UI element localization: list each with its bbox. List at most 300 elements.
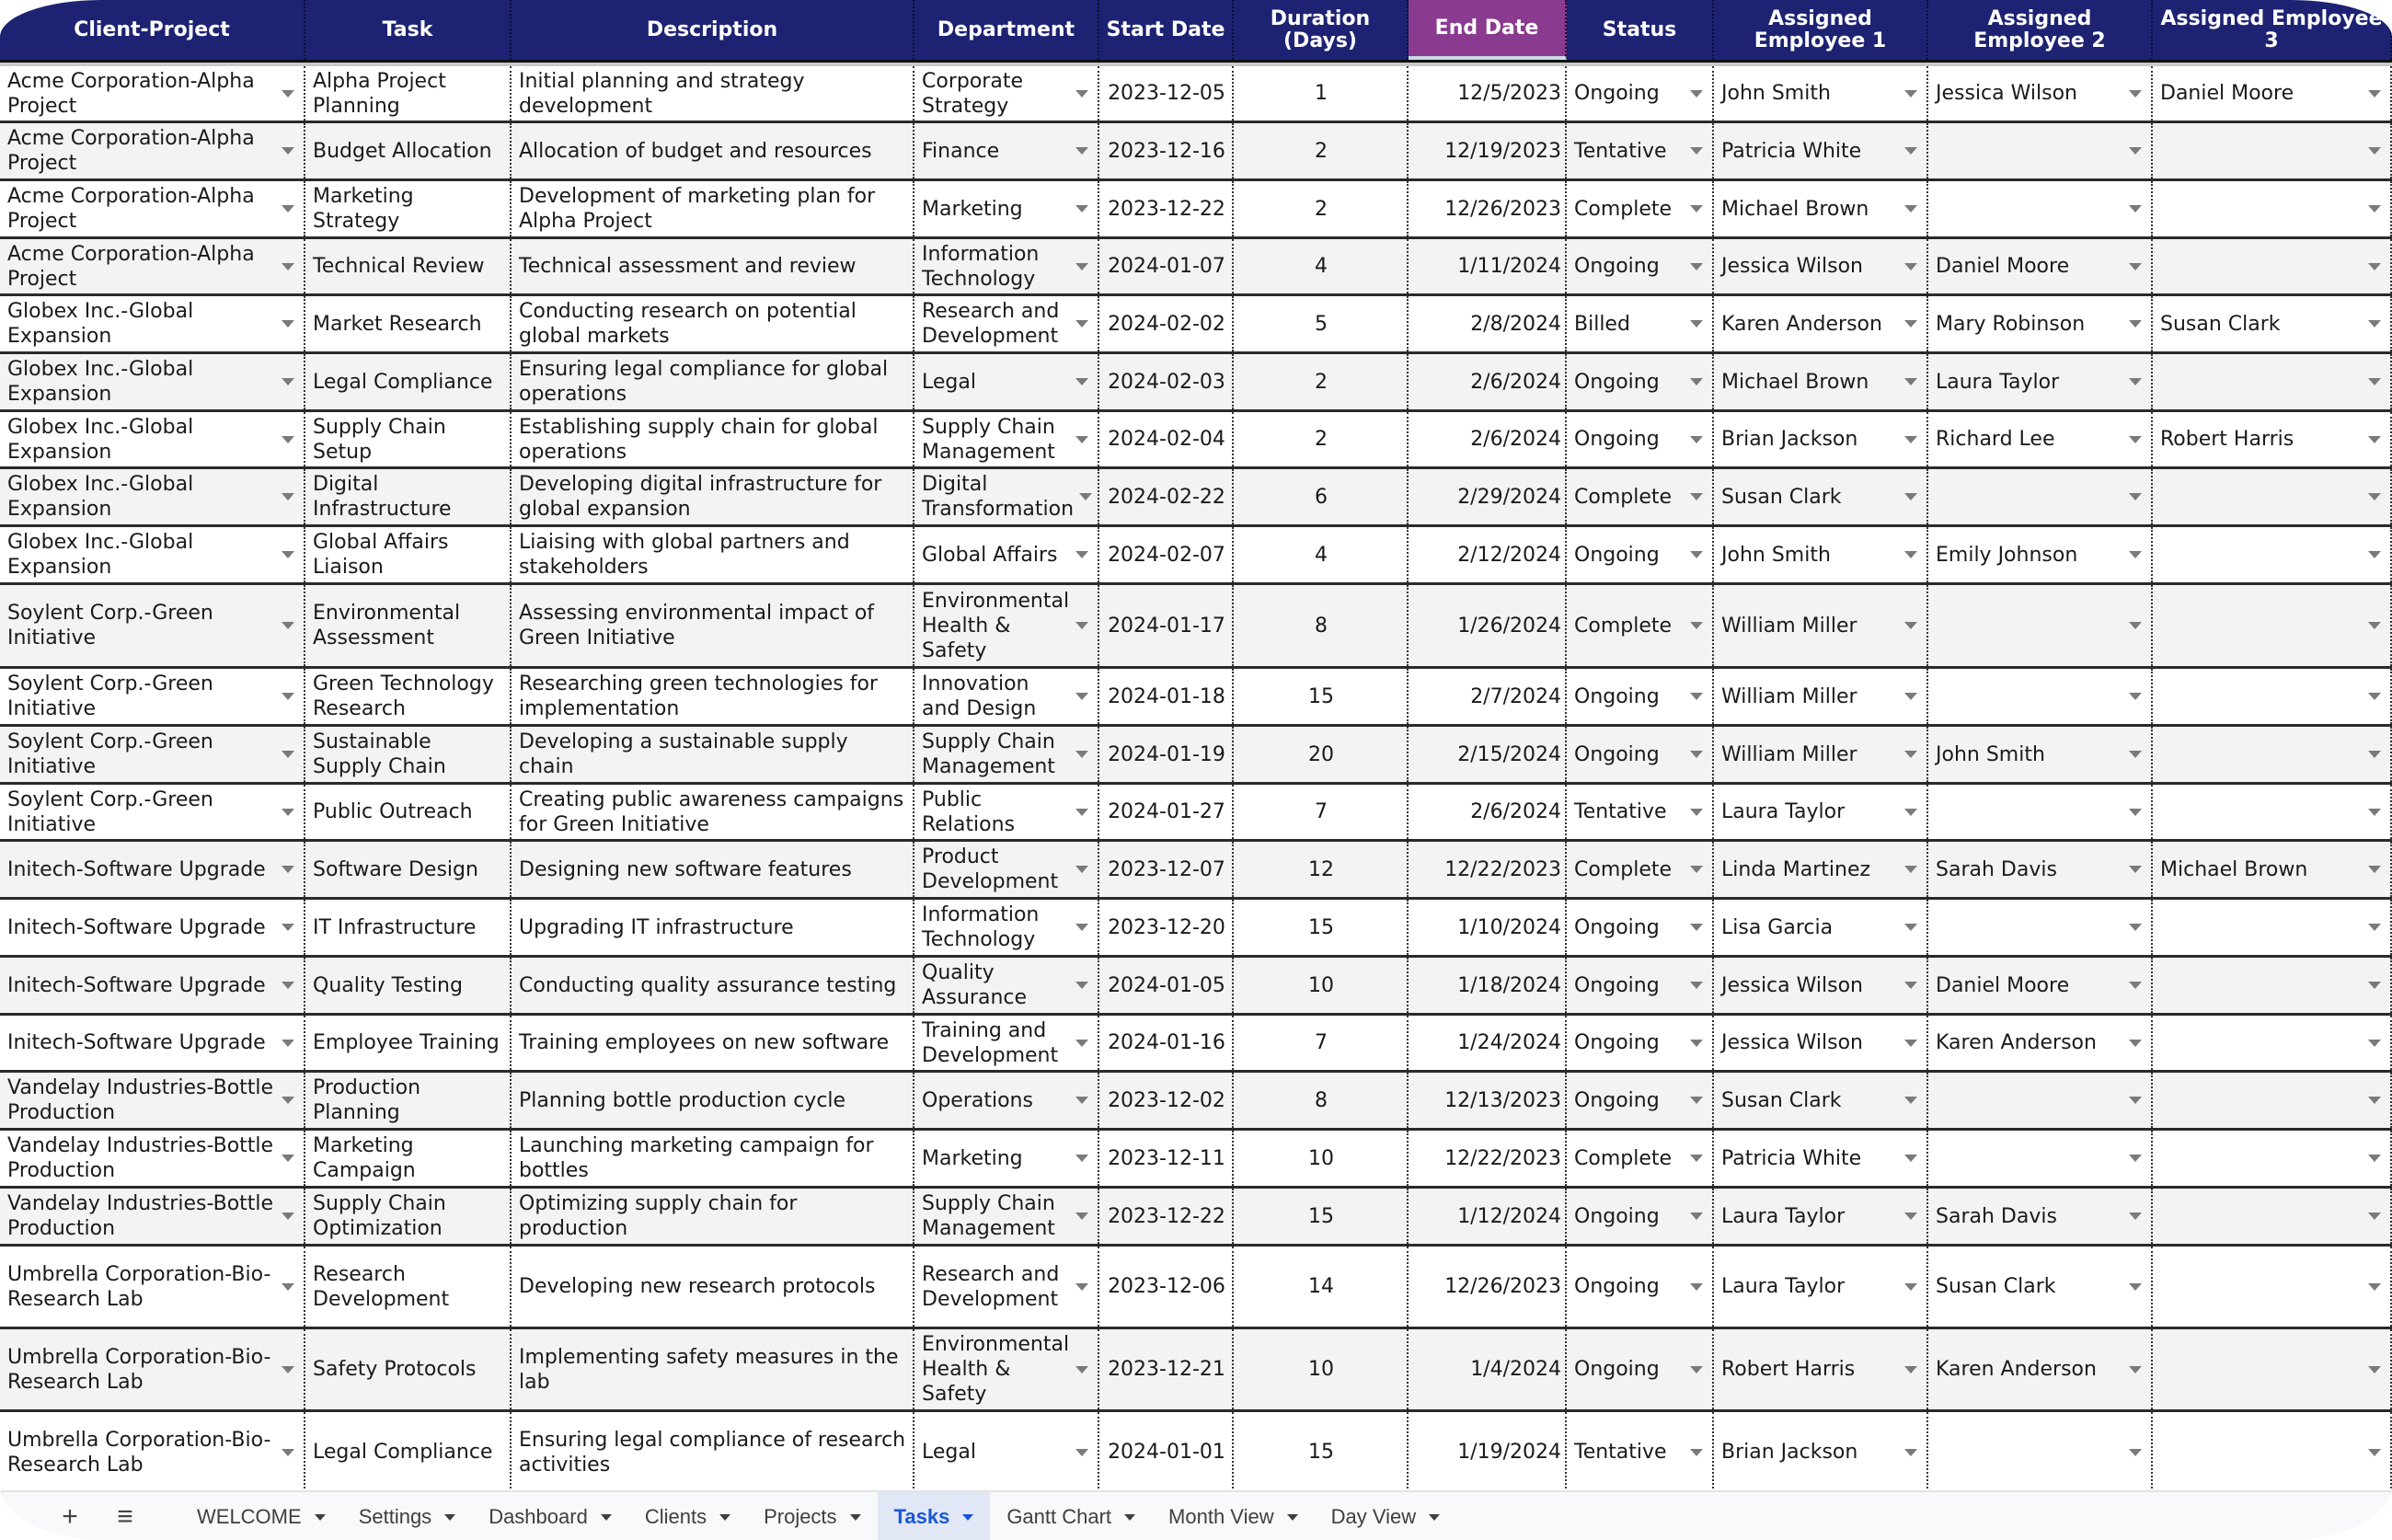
dropdown-arrow-icon[interactable] <box>2368 924 2381 931</box>
cell-department[interactable] <box>914 296 1099 351</box>
column-header-end-date[interactable] <box>1409 0 1567 60</box>
cell-description[interactable] <box>512 354 914 409</box>
cell-client-project[interactable] <box>0 239 305 293</box>
cell-duration[interactable] <box>1234 66 1409 121</box>
dropdown-arrow-icon[interactable] <box>1075 1283 1088 1291</box>
cell-end-date[interactable] <box>1409 669 1567 724</box>
dropdown-arrow-icon[interactable] <box>1690 1155 1703 1162</box>
cell-emp3[interactable] <box>2153 296 2392 351</box>
dropdown-arrow-icon[interactable] <box>1904 982 1917 989</box>
cell-status[interactable] <box>1567 585 1714 666</box>
chevron-down-icon[interactable] <box>315 1514 326 1521</box>
cell-emp3[interactable] <box>2153 354 2392 409</box>
cell-end-date[interactable] <box>1409 354 1567 409</box>
cell-status[interactable] <box>1567 727 1714 782</box>
cell-department[interactable] <box>914 842 1099 897</box>
cell-client-project[interactable] <box>0 1329 305 1409</box>
cell-end-date[interactable] <box>1409 123 1567 178</box>
cell-emp1[interactable] <box>1714 1189 1928 1244</box>
dropdown-arrow-icon[interactable] <box>2368 1283 2381 1291</box>
cell-start-date[interactable] <box>1099 296 1234 351</box>
dropdown-arrow-icon[interactable] <box>2129 205 2142 213</box>
cell-emp1[interactable] <box>1714 842 1928 897</box>
cell-emp1[interactable] <box>1714 412 1928 466</box>
cell-emp3[interactable] <box>2153 958 2392 1013</box>
cell-end-date[interactable] <box>1409 785 1567 839</box>
cell-department[interactable] <box>914 1189 1099 1244</box>
cell-emp3[interactable] <box>2153 1016 2392 1070</box>
cell-duration[interactable] <box>1234 412 1409 466</box>
cell-emp3[interactable] <box>2153 585 2392 666</box>
cell-task[interactable] <box>305 181 512 236</box>
dropdown-arrow-icon[interactable] <box>2368 551 2381 558</box>
dropdown-arrow-icon[interactable] <box>2368 809 2381 816</box>
cell-end-date[interactable] <box>1409 527 1567 582</box>
cell-emp3[interactable] <box>2153 469 2392 524</box>
cell-status[interactable] <box>1567 469 1714 524</box>
cell-description[interactable] <box>512 1131 914 1186</box>
cell-emp1[interactable] <box>1714 1073 1928 1128</box>
cell-client-project[interactable] <box>0 842 305 897</box>
cell-end-date[interactable] <box>1409 181 1567 236</box>
dropdown-arrow-icon[interactable] <box>2129 924 2142 931</box>
cell-emp2[interactable] <box>1928 354 2153 409</box>
cell-duration[interactable] <box>1234 585 1409 666</box>
cell-duration[interactable] <box>1234 1131 1409 1186</box>
cell-duration[interactable] <box>1234 354 1409 409</box>
cell-task[interactable] <box>305 585 512 666</box>
cell-description[interactable] <box>512 842 914 897</box>
cell-task[interactable] <box>305 412 512 466</box>
chevron-down-icon[interactable] <box>601 1514 612 1521</box>
chevron-down-icon[interactable] <box>1287 1514 1298 1521</box>
cell-start-date[interactable] <box>1099 585 1234 666</box>
cell-status[interactable] <box>1567 1247 1714 1327</box>
dropdown-arrow-icon[interactable] <box>1075 205 1088 213</box>
cell-emp1[interactable] <box>1714 900 1928 955</box>
dropdown-arrow-icon[interactable] <box>1904 147 1917 155</box>
cell-emp3[interactable] <box>2153 239 2392 293</box>
cell-emp2[interactable] <box>1928 412 2153 466</box>
dropdown-arrow-icon[interactable] <box>1690 205 1703 213</box>
dropdown-arrow-icon[interactable] <box>1075 90 1088 98</box>
cell-department[interactable] <box>914 1073 1099 1128</box>
dropdown-arrow-icon[interactable] <box>1904 1366 1917 1373</box>
cell-department[interactable] <box>914 785 1099 839</box>
cell-emp3[interactable] <box>2153 412 2392 466</box>
dropdown-arrow-icon[interactable] <box>282 378 294 385</box>
cell-emp2[interactable] <box>1928 1073 2153 1128</box>
cell-duration[interactable] <box>1234 1073 1409 1128</box>
dropdown-arrow-icon[interactable] <box>2129 378 2142 385</box>
cell-description[interactable] <box>512 1016 914 1070</box>
sheet-tab-day-view[interactable] <box>1315 1492 1457 1540</box>
cell-department[interactable] <box>914 669 1099 724</box>
cell-description[interactable] <box>512 669 914 724</box>
cell-emp3[interactable] <box>2153 1412 2392 1492</box>
dropdown-arrow-icon[interactable] <box>1690 1449 1703 1456</box>
dropdown-arrow-icon[interactable] <box>282 866 294 873</box>
cell-client-project[interactable] <box>0 1131 305 1186</box>
cell-emp3[interactable] <box>2153 527 2392 582</box>
cell-emp3[interactable] <box>2153 181 2392 236</box>
dropdown-arrow-icon[interactable] <box>2129 551 2142 558</box>
chevron-down-icon[interactable] <box>962 1514 973 1521</box>
cell-task[interactable] <box>305 1016 512 1070</box>
dropdown-arrow-icon[interactable] <box>1690 1097 1703 1104</box>
dropdown-arrow-icon[interactable] <box>1690 1040 1703 1047</box>
cell-client-project[interactable] <box>0 123 305 178</box>
cell-end-date[interactable] <box>1409 1131 1567 1186</box>
cell-end-date[interactable] <box>1409 469 1567 524</box>
cell-emp1[interactable] <box>1714 1329 1928 1409</box>
cell-description[interactable] <box>512 1412 914 1492</box>
cell-department[interactable] <box>914 354 1099 409</box>
cell-client-project[interactable] <box>0 354 305 409</box>
dropdown-arrow-icon[interactable] <box>1904 751 1917 758</box>
dropdown-arrow-icon[interactable] <box>2129 147 2142 155</box>
cell-emp3[interactable] <box>2153 1073 2392 1128</box>
cell-duration[interactable] <box>1234 123 1409 178</box>
dropdown-arrow-icon[interactable] <box>1075 320 1088 328</box>
cell-description[interactable] <box>512 585 914 666</box>
cell-emp3[interactable] <box>2153 1247 2392 1327</box>
cell-description[interactable] <box>512 1247 914 1327</box>
cell-status[interactable] <box>1567 412 1714 466</box>
cell-emp1[interactable] <box>1714 239 1928 293</box>
cell-client-project[interactable] <box>0 669 305 724</box>
dropdown-arrow-icon[interactable] <box>2129 866 2142 873</box>
cell-department[interactable] <box>914 900 1099 955</box>
cell-emp1[interactable] <box>1714 585 1928 666</box>
dropdown-arrow-icon[interactable] <box>1075 982 1088 989</box>
cell-department[interactable] <box>914 239 1099 293</box>
dropdown-arrow-icon[interactable] <box>2129 1097 2142 1104</box>
cell-task[interactable] <box>305 1247 512 1327</box>
cell-start-date[interactable] <box>1099 412 1234 466</box>
dropdown-arrow-icon[interactable] <box>282 809 294 816</box>
cell-emp2[interactable] <box>1928 727 2153 782</box>
cell-task[interactable] <box>305 1329 512 1409</box>
sheet-tab-settings[interactable] <box>342 1492 473 1540</box>
cell-description[interactable] <box>512 1073 914 1128</box>
cell-status[interactable] <box>1567 239 1714 293</box>
sheet-tab-tasks[interactable] <box>878 1492 991 1540</box>
dropdown-arrow-icon[interactable] <box>2129 493 2142 500</box>
cell-start-date[interactable] <box>1099 1073 1234 1128</box>
dropdown-arrow-icon[interactable] <box>1690 90 1703 98</box>
cell-status[interactable] <box>1567 900 1714 955</box>
plus-icon[interactable]: + <box>62 1501 78 1532</box>
cell-emp1[interactable] <box>1714 1131 1928 1186</box>
dropdown-arrow-icon[interactable] <box>2368 436 2381 443</box>
column-header-start-date[interactable] <box>1099 0 1234 60</box>
cell-start-date[interactable] <box>1099 727 1234 782</box>
sheet-tab-projects[interactable] <box>747 1492 877 1540</box>
dropdown-arrow-icon[interactable] <box>1075 147 1088 155</box>
dropdown-arrow-icon[interactable] <box>2129 1040 2142 1047</box>
cell-emp3[interactable] <box>2153 669 2392 724</box>
cell-end-date[interactable] <box>1409 1189 1567 1244</box>
cell-emp2[interactable] <box>1928 1329 2153 1409</box>
cell-status[interactable] <box>1567 669 1714 724</box>
cell-description[interactable] <box>512 958 914 1013</box>
dropdown-arrow-icon[interactable] <box>2368 147 2381 155</box>
dropdown-arrow-icon[interactable] <box>1904 1449 1917 1456</box>
dropdown-arrow-icon[interactable] <box>2129 751 2142 758</box>
dropdown-arrow-icon[interactable] <box>2368 1212 2381 1220</box>
dropdown-arrow-icon[interactable] <box>1904 320 1917 328</box>
cell-start-date[interactable] <box>1099 1247 1234 1327</box>
column-header-duration[interactable] <box>1234 0 1409 60</box>
cell-task[interactable] <box>305 527 512 582</box>
cell-client-project[interactable] <box>0 181 305 236</box>
cell-end-date[interactable] <box>1409 900 1567 955</box>
cell-status[interactable] <box>1567 1412 1714 1492</box>
cell-client-project[interactable] <box>0 469 305 524</box>
cell-emp1[interactable] <box>1714 296 1928 351</box>
dropdown-arrow-icon[interactable] <box>2129 693 2142 700</box>
list-icon[interactable]: ≡ <box>117 1501 133 1532</box>
dropdown-arrow-icon[interactable] <box>2129 1155 2142 1162</box>
dropdown-arrow-icon[interactable] <box>2368 751 2381 758</box>
cell-description[interactable] <box>512 727 914 782</box>
dropdown-arrow-icon[interactable] <box>1904 263 1917 270</box>
dropdown-arrow-icon[interactable] <box>1904 1155 1917 1162</box>
dropdown-arrow-icon[interactable] <box>282 1155 294 1162</box>
cell-emp1[interactable] <box>1714 469 1928 524</box>
cell-emp3[interactable] <box>2153 842 2392 897</box>
cell-status[interactable] <box>1567 354 1714 409</box>
dropdown-arrow-icon[interactable] <box>1904 205 1917 213</box>
dropdown-arrow-icon[interactable] <box>1690 866 1703 873</box>
dropdown-arrow-icon[interactable] <box>1690 982 1703 989</box>
dropdown-arrow-icon[interactable] <box>2368 263 2381 270</box>
dropdown-arrow-icon[interactable] <box>282 1366 294 1373</box>
dropdown-arrow-icon[interactable] <box>282 751 294 758</box>
dropdown-arrow-icon[interactable] <box>282 622 294 629</box>
cell-emp3[interactable] <box>2153 123 2392 178</box>
dropdown-arrow-icon[interactable] <box>2129 982 2142 989</box>
dropdown-arrow-icon[interactable] <box>1904 1040 1917 1047</box>
dropdown-arrow-icon[interactable] <box>2368 378 2381 385</box>
column-header-client-project[interactable] <box>0 0 305 60</box>
dropdown-arrow-icon[interactable] <box>1904 90 1917 98</box>
cell-start-date[interactable] <box>1099 1131 1234 1186</box>
cell-emp2[interactable] <box>1928 239 2153 293</box>
cell-emp1[interactable] <box>1714 66 1928 121</box>
cell-start-date[interactable] <box>1099 123 1234 178</box>
cell-task[interactable] <box>305 958 512 1013</box>
cell-status[interactable] <box>1567 842 1714 897</box>
dropdown-arrow-icon[interactable] <box>2129 1283 2142 1291</box>
cell-task[interactable] <box>305 669 512 724</box>
dropdown-arrow-icon[interactable] <box>2368 622 2381 629</box>
dropdown-arrow-icon[interactable] <box>282 924 294 931</box>
cell-start-date[interactable] <box>1099 354 1234 409</box>
dropdown-arrow-icon[interactable] <box>2368 1155 2381 1162</box>
dropdown-arrow-icon[interactable] <box>1690 751 1703 758</box>
cell-start-date[interactable] <box>1099 1016 1234 1070</box>
cell-department[interactable] <box>914 1247 1099 1327</box>
cell-task[interactable] <box>305 239 512 293</box>
cell-status[interactable] <box>1567 1189 1714 1244</box>
cell-start-date[interactable] <box>1099 181 1234 236</box>
cell-description[interactable] <box>512 296 914 351</box>
column-header-emp3[interactable] <box>2153 0 2392 60</box>
dropdown-arrow-icon[interactable] <box>1075 622 1088 629</box>
cell-department[interactable] <box>914 412 1099 466</box>
cell-client-project[interactable] <box>0 1247 305 1327</box>
cell-emp2[interactable] <box>1928 900 2153 955</box>
cell-description[interactable] <box>512 785 914 839</box>
cell-emp2[interactable] <box>1928 66 2153 121</box>
cell-description[interactable] <box>512 527 914 582</box>
cell-emp2[interactable] <box>1928 527 2153 582</box>
cell-emp2[interactable] <box>1928 1412 2153 1492</box>
sheet-tab-clients[interactable] <box>628 1492 747 1540</box>
cell-task[interactable] <box>305 842 512 897</box>
cell-status[interactable] <box>1567 181 1714 236</box>
cell-client-project[interactable] <box>0 412 305 466</box>
chevron-down-icon[interactable] <box>1429 1514 1440 1521</box>
dropdown-arrow-icon[interactable] <box>1690 693 1703 700</box>
cell-emp2[interactable] <box>1928 1131 2153 1186</box>
cell-emp3[interactable] <box>2153 1131 2392 1186</box>
cell-emp2[interactable] <box>1928 585 2153 666</box>
cell-emp2[interactable] <box>1928 1189 2153 1244</box>
cell-department[interactable] <box>914 181 1099 236</box>
cell-emp2[interactable] <box>1928 469 2153 524</box>
cell-client-project[interactable] <box>0 958 305 1013</box>
cell-task[interactable] <box>305 469 512 524</box>
cell-emp2[interactable] <box>1928 181 2153 236</box>
cell-emp1[interactable] <box>1714 1412 1928 1492</box>
dropdown-arrow-icon[interactable] <box>1690 1212 1703 1220</box>
dropdown-arrow-icon[interactable] <box>1690 320 1703 328</box>
cell-start-date[interactable] <box>1099 1189 1234 1244</box>
cell-start-date[interactable] <box>1099 469 1234 524</box>
cell-duration[interactable] <box>1234 527 1409 582</box>
cell-department[interactable] <box>914 527 1099 582</box>
cell-description[interactable] <box>512 123 914 178</box>
dropdown-arrow-icon[interactable] <box>2129 1449 2142 1456</box>
cell-end-date[interactable] <box>1409 727 1567 782</box>
cell-start-date[interactable] <box>1099 900 1234 955</box>
dropdown-arrow-icon[interactable] <box>2129 809 2142 816</box>
cell-description[interactable] <box>512 469 914 524</box>
cell-status[interactable] <box>1567 1131 1714 1186</box>
dropdown-arrow-icon[interactable] <box>2129 263 2142 270</box>
cell-end-date[interactable] <box>1409 296 1567 351</box>
cell-start-date[interactable] <box>1099 785 1234 839</box>
cell-end-date[interactable] <box>1409 1016 1567 1070</box>
dropdown-arrow-icon[interactable] <box>1904 1212 1917 1220</box>
cell-department[interactable] <box>914 469 1099 524</box>
dropdown-arrow-icon[interactable] <box>2368 1366 2381 1373</box>
cell-department[interactable] <box>914 585 1099 666</box>
cell-start-date[interactable] <box>1099 527 1234 582</box>
cell-emp1[interactable] <box>1714 669 1928 724</box>
dropdown-arrow-icon[interactable] <box>1904 378 1917 385</box>
dropdown-arrow-icon[interactable] <box>2368 493 2381 500</box>
dropdown-arrow-icon[interactable] <box>282 551 294 558</box>
dropdown-arrow-icon[interactable] <box>282 1097 294 1104</box>
column-header-department[interactable] <box>914 0 1099 60</box>
dropdown-arrow-icon[interactable] <box>282 147 294 155</box>
cell-client-project[interactable] <box>0 585 305 666</box>
cell-task[interactable] <box>305 785 512 839</box>
dropdown-arrow-icon[interactable] <box>1690 263 1703 270</box>
cell-status[interactable] <box>1567 296 1714 351</box>
cell-description[interactable] <box>512 1329 914 1409</box>
cell-duration[interactable] <box>1234 1412 1409 1492</box>
dropdown-arrow-icon[interactable] <box>2368 1040 2381 1047</box>
dropdown-arrow-icon[interactable] <box>1075 866 1088 873</box>
dropdown-arrow-icon[interactable] <box>1690 493 1703 500</box>
cell-department[interactable] <box>914 66 1099 121</box>
dropdown-arrow-icon[interactable] <box>1690 1366 1703 1373</box>
dropdown-arrow-icon[interactable] <box>1075 378 1088 385</box>
dropdown-arrow-icon[interactable] <box>1075 1212 1088 1220</box>
cell-emp2[interactable] <box>1928 958 2153 1013</box>
cell-department[interactable] <box>914 1016 1099 1070</box>
dropdown-arrow-icon[interactable] <box>1690 378 1703 385</box>
dropdown-arrow-icon[interactable] <box>2368 320 2381 328</box>
dropdown-arrow-icon[interactable] <box>1904 1283 1917 1291</box>
dropdown-arrow-icon[interactable] <box>282 693 294 700</box>
dropdown-arrow-icon[interactable] <box>1079 493 1092 500</box>
dropdown-arrow-icon[interactable] <box>1075 1449 1088 1456</box>
cell-start-date[interactable] <box>1099 66 1234 121</box>
cell-status[interactable] <box>1567 527 1714 582</box>
cell-end-date[interactable] <box>1409 412 1567 466</box>
dropdown-arrow-icon[interactable] <box>282 493 294 500</box>
cell-start-date[interactable] <box>1099 1329 1234 1409</box>
cell-start-date[interactable] <box>1099 958 1234 1013</box>
dropdown-arrow-icon[interactable] <box>1075 924 1088 931</box>
chevron-down-icon[interactable] <box>444 1514 455 1521</box>
dropdown-arrow-icon[interactable] <box>1690 436 1703 443</box>
column-header-emp1[interactable] <box>1714 0 1928 60</box>
cell-duration[interactable] <box>1234 469 1409 524</box>
cell-emp2[interactable] <box>1928 123 2153 178</box>
cell-task[interactable] <box>305 1073 512 1128</box>
cell-description[interactable] <box>512 412 914 466</box>
cell-client-project[interactable] <box>0 1189 305 1244</box>
cell-department[interactable] <box>914 727 1099 782</box>
cell-task[interactable] <box>305 900 512 955</box>
column-header-status[interactable] <box>1567 0 1714 60</box>
cell-description[interactable] <box>512 1189 914 1244</box>
dropdown-arrow-icon[interactable] <box>1904 924 1917 931</box>
cell-client-project[interactable] <box>0 900 305 955</box>
cell-end-date[interactable] <box>1409 842 1567 897</box>
dropdown-arrow-icon[interactable] <box>282 436 294 443</box>
cell-client-project[interactable] <box>0 527 305 582</box>
cell-end-date[interactable] <box>1409 239 1567 293</box>
dropdown-arrow-icon[interactable] <box>1904 1097 1917 1104</box>
dropdown-arrow-icon[interactable] <box>1075 751 1088 758</box>
cell-start-date[interactable] <box>1099 1412 1234 1492</box>
dropdown-arrow-icon[interactable] <box>282 1040 294 1047</box>
cell-emp2[interactable] <box>1928 296 2153 351</box>
cell-status[interactable] <box>1567 1329 1714 1409</box>
cell-description[interactable] <box>512 239 914 293</box>
dropdown-arrow-icon[interactable] <box>1690 551 1703 558</box>
cell-end-date[interactable] <box>1409 1412 1567 1492</box>
cell-task[interactable] <box>305 354 512 409</box>
